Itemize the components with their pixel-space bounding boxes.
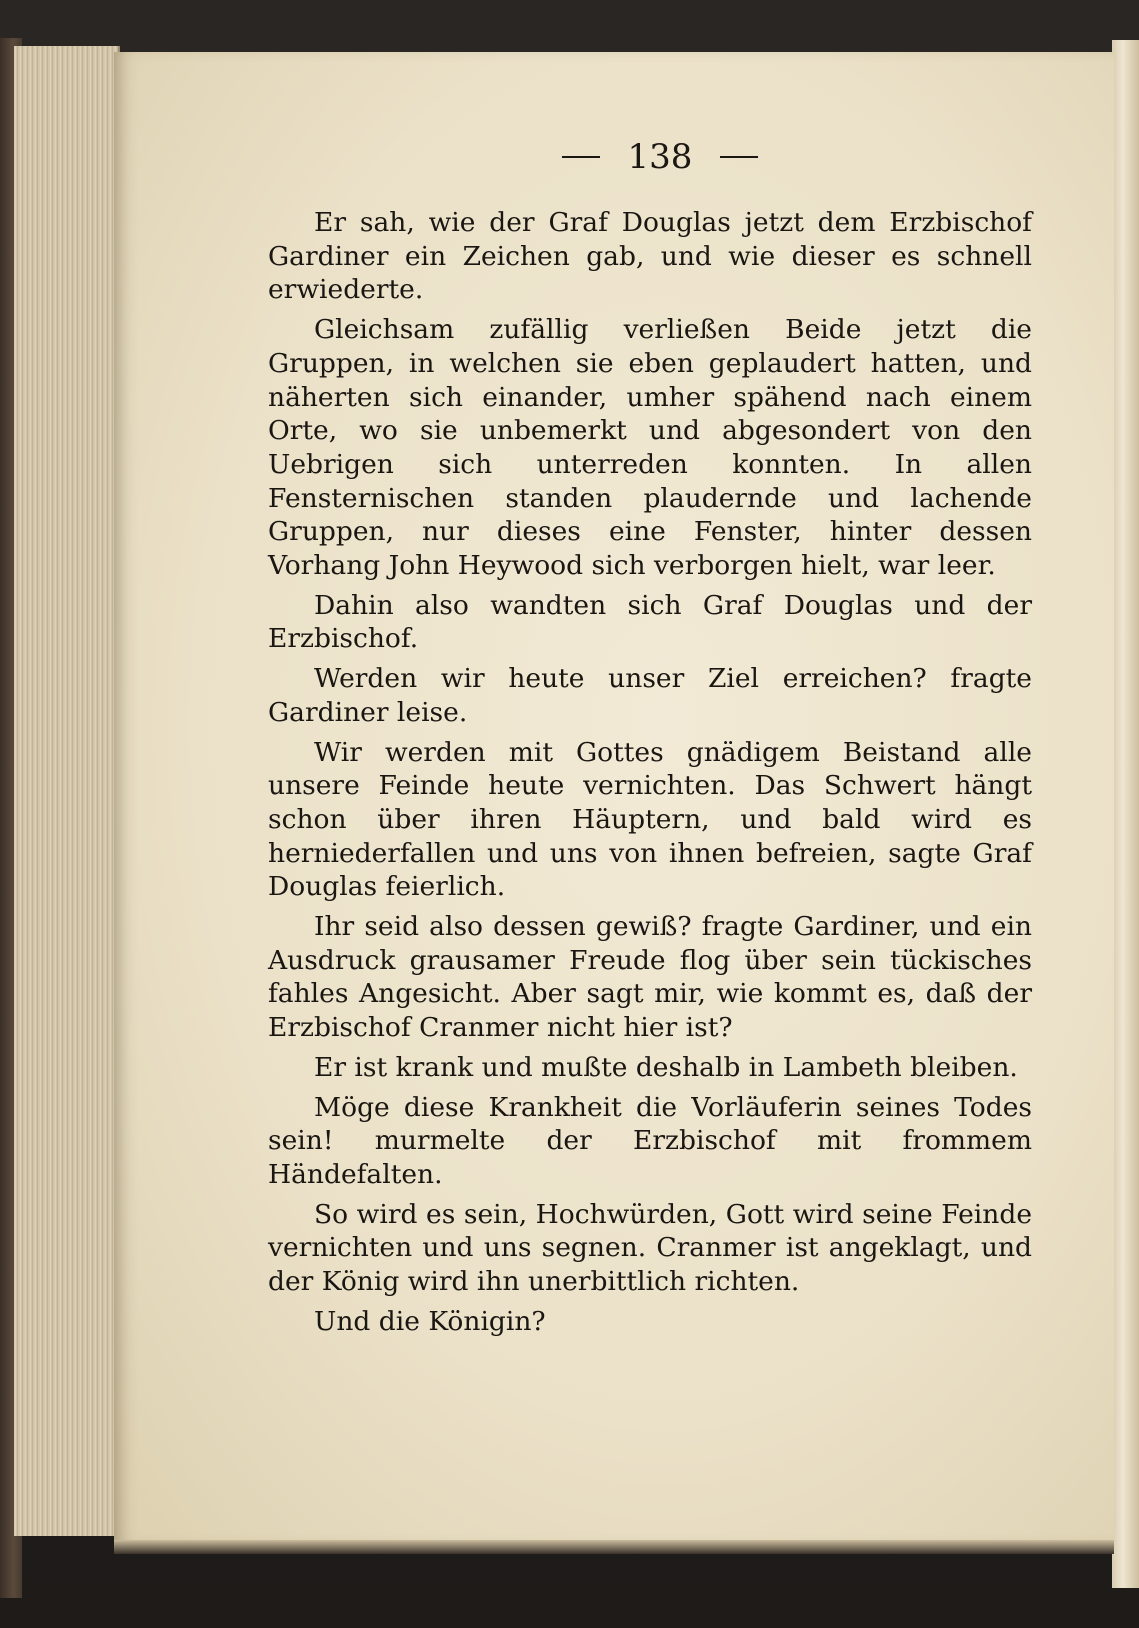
header-dash-left xyxy=(562,156,600,158)
page-body xyxy=(268,206,1032,1345)
page-bottom-edge xyxy=(114,1540,1114,1554)
paragraph: Ihr seid also dessen gewiß? fragte Gardiner, und ein Ausdruck grausamer Freude flog über sein tückisches fahles Angesicht. Aber sagt mir, wie kommt es, daß der Erzbischof Cranmer nicht hier ist? xyxy=(268,911,1032,1044)
paragraph: Und die Königin? xyxy=(314,1305,546,1337)
header-dash-right xyxy=(720,156,758,158)
paragraph: Er ist krank und mußte deshalb in Lambeth bleiben. xyxy=(314,1051,1018,1083)
page-header xyxy=(540,132,780,182)
paragraph: Möge diese Krankheit die Vorläuferin seines Todes sein! murmelte der Erzbischof mit frommem Händefalten. xyxy=(268,1091,1032,1190)
facing-page-edge xyxy=(1112,40,1139,1588)
paragraph: Er sah, wie der Graf Douglas jetzt dem Erzbischof Gardiner ein Zeichen gab, und wie dieser es schnell erwiederte. xyxy=(268,207,1032,306)
paragraph: So wird es sein, Hochwürden, Gott wird seine Feinde vernichten und uns segnen. Cranmer ist angeklagt, und der König wird ihn unerbittlich richten. xyxy=(268,1198,1032,1298)
paragraph: Gleichsam zufällig verließen Beide jetzt die Gruppen, in welchen sie eben geplaudert hatten, und näherten sich einander, umher spähend nach einem Orte, wo sie unbemerkt und abgesondert von den Uebrigen sich unterreden konnten. In allen Fensternischen standen plaudernde und lachende Gruppen, nur dieses eine Fenster, hinter dessen Vorhang John Heywood sich verborgen hielt, war leer. xyxy=(268,314,1032,582)
page-stack-edge xyxy=(14,46,120,1536)
paragraph: Dahin also wandten sich Graf Douglas und der Erzbischof. xyxy=(268,589,1032,655)
page-number: 138 xyxy=(627,137,693,177)
paragraph: Wir werden mit Gottes gnädigem Beistand alle unsere Feinde heute vernichten. Das Schwert hängt schon über ihren Häuptern, und bald wird es herniederfallen und uns von ihnen befreien, sagte Graf Douglas feierlich. xyxy=(268,736,1032,903)
paragraph: Werden wir heute unser Ziel erreichen? fragte Gardiner leise. xyxy=(268,663,1032,728)
